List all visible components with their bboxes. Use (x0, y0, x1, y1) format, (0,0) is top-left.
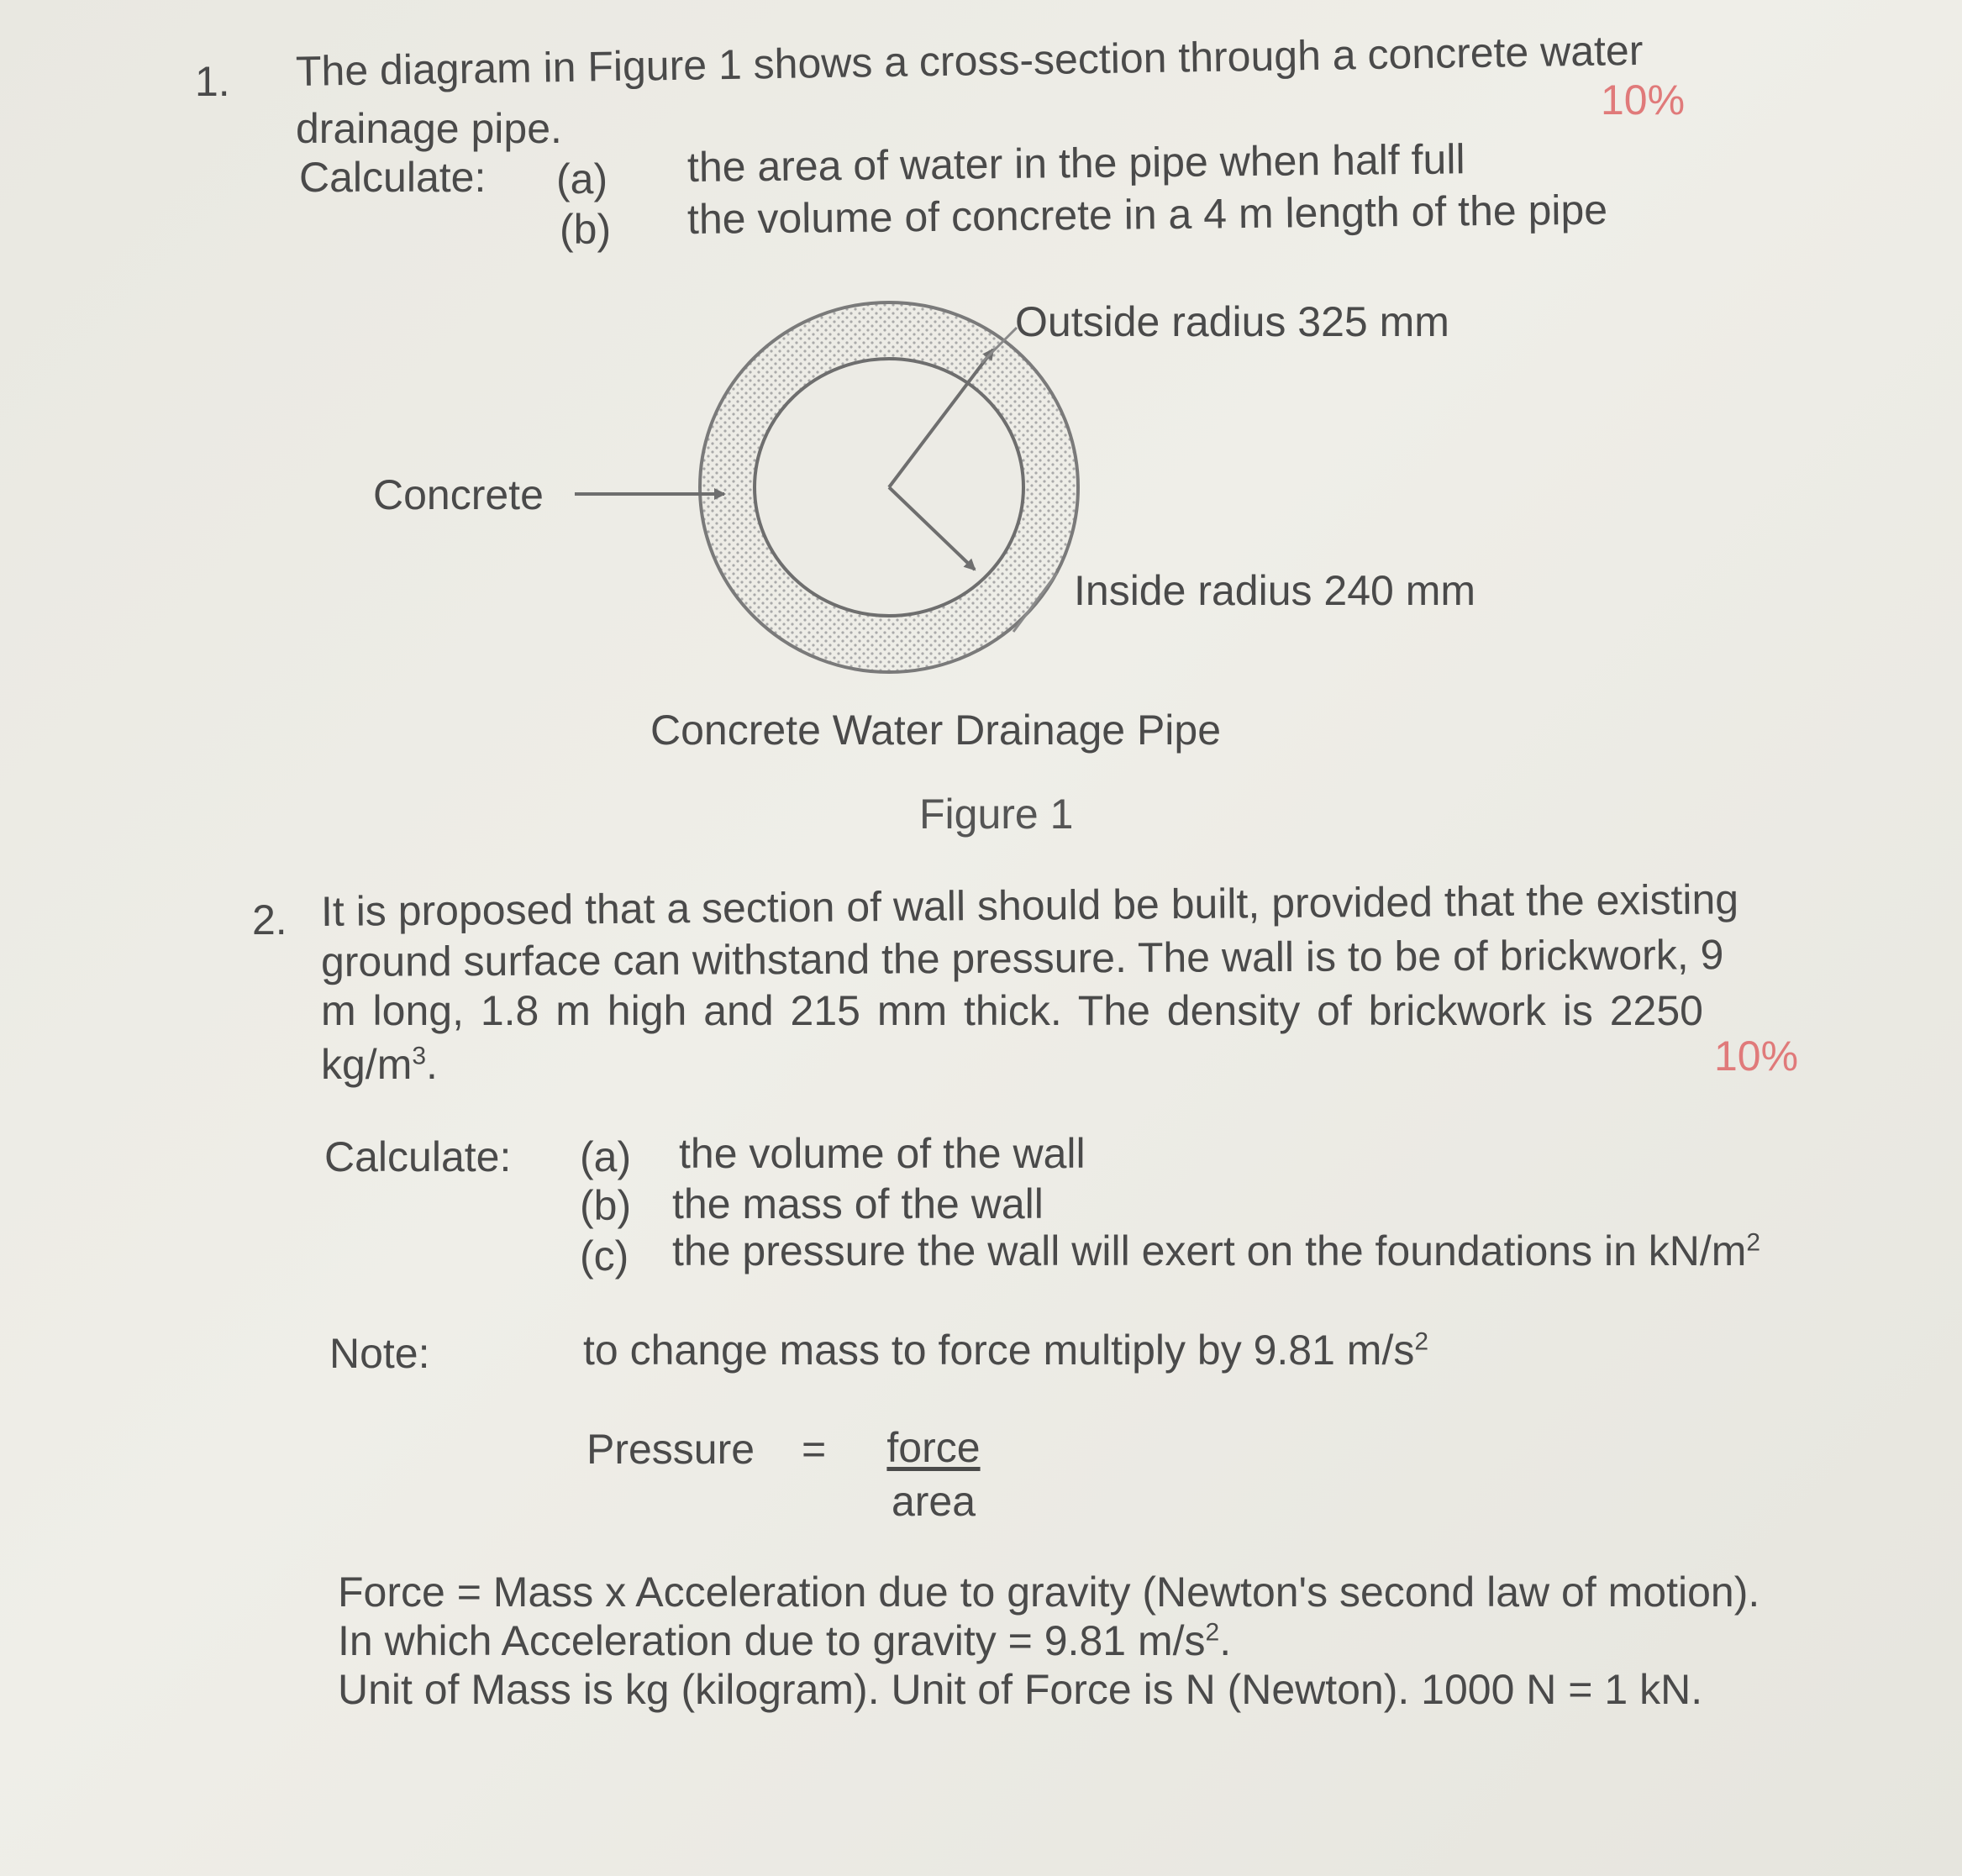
force-line-2-text: In which Acceleration due to gravity = 9.81 m/s (338, 1617, 1206, 1664)
q2-part-b-label: (b) (580, 1182, 632, 1229)
q2-line4 (321, 1042, 438, 1088)
q2-number: 2. (252, 896, 287, 943)
q2-calculate-label: Calculate: (324, 1133, 512, 1180)
q2-part-c-label: (c) (580, 1232, 629, 1280)
q2-note-label: Note: (329, 1330, 430, 1377)
q1-marks: 10% (1601, 76, 1686, 123)
force-line-2 (338, 1618, 1231, 1664)
q2-density-unit: kg/m (321, 1041, 413, 1088)
q2-part-c (672, 1228, 1760, 1274)
q2-note-text: to change mass to force multiply by 9.81 m/s (583, 1327, 1415, 1374)
q1-part-b-text: the volume of concrete in a 4 m length of the pipe (686, 186, 1608, 243)
pressure-fraction (879, 1423, 988, 1526)
q2-part-c-exponent: 2 (1746, 1228, 1761, 1257)
figure-title: Concrete Water Drainage Pipe (650, 707, 1222, 754)
q1-line1: The diagram in Figure 1 shows a cross-section through a concrete water (295, 26, 1644, 95)
q1-part-b-label: (b) (560, 206, 612, 253)
q1-line2: drainage pipe. (296, 105, 562, 152)
q2-line4-period: . (426, 1041, 438, 1088)
pressure-label: Pressure (586, 1426, 755, 1473)
pressure-equals: = (802, 1426, 827, 1473)
q1-calculate-label: Calculate: (299, 154, 487, 201)
force-line-3: Unit of Mass is kg (kilogram). Unit of Force is N (Newton). 1000 N = 1 kN. (338, 1666, 1703, 1713)
q2-part-b-text: the mass of the wall (672, 1180, 1044, 1227)
force-line-2-period: . (1219, 1617, 1232, 1664)
inside-radius-label: Inside radius 240 mm (1074, 567, 1476, 614)
fraction-numerator: force (886, 1424, 981, 1471)
fraction-denominator: area (891, 1478, 976, 1525)
q1-part-a-label: (a) (556, 155, 608, 202)
force-line-2-exponent: 2 (1205, 1618, 1220, 1647)
q2-note (583, 1327, 1428, 1374)
q2-line2: ground surface can withstand the pressure. The wall is to be of brickwork, 9 (320, 931, 1724, 985)
q2-note-exponent: 2 (1414, 1327, 1429, 1356)
q2-part-c-text: the pressure the wall will exert on the foundations in kN/m (672, 1227, 1747, 1274)
q1-part-a-text: the area of water in the pipe when half full (686, 135, 1465, 191)
q2-line1: It is proposed that a section of wall should be built, provided that the existing (320, 875, 1739, 935)
q2-part-a-label: (a) (580, 1133, 632, 1180)
q2-part-a-text: the volume of the wall (679, 1130, 1086, 1177)
q1-number: 1. (195, 58, 230, 105)
q2-density-unit-exponent: 3 (412, 1042, 427, 1070)
figure-caption: Figure 1 (919, 791, 1074, 838)
outside-radius-label: Outside radius 325 mm (1015, 298, 1449, 345)
q2-marks: 10% (1714, 1033, 1799, 1080)
force-line-1: Force = Mass x Acceleration due to gravity (Newton's second law of motion). (338, 1569, 1760, 1616)
concrete-label: Concrete (373, 471, 544, 518)
q2-line3: m long, 1.8 m high and 215 mm thick. The density of brickwork is 2250 (321, 987, 1703, 1034)
